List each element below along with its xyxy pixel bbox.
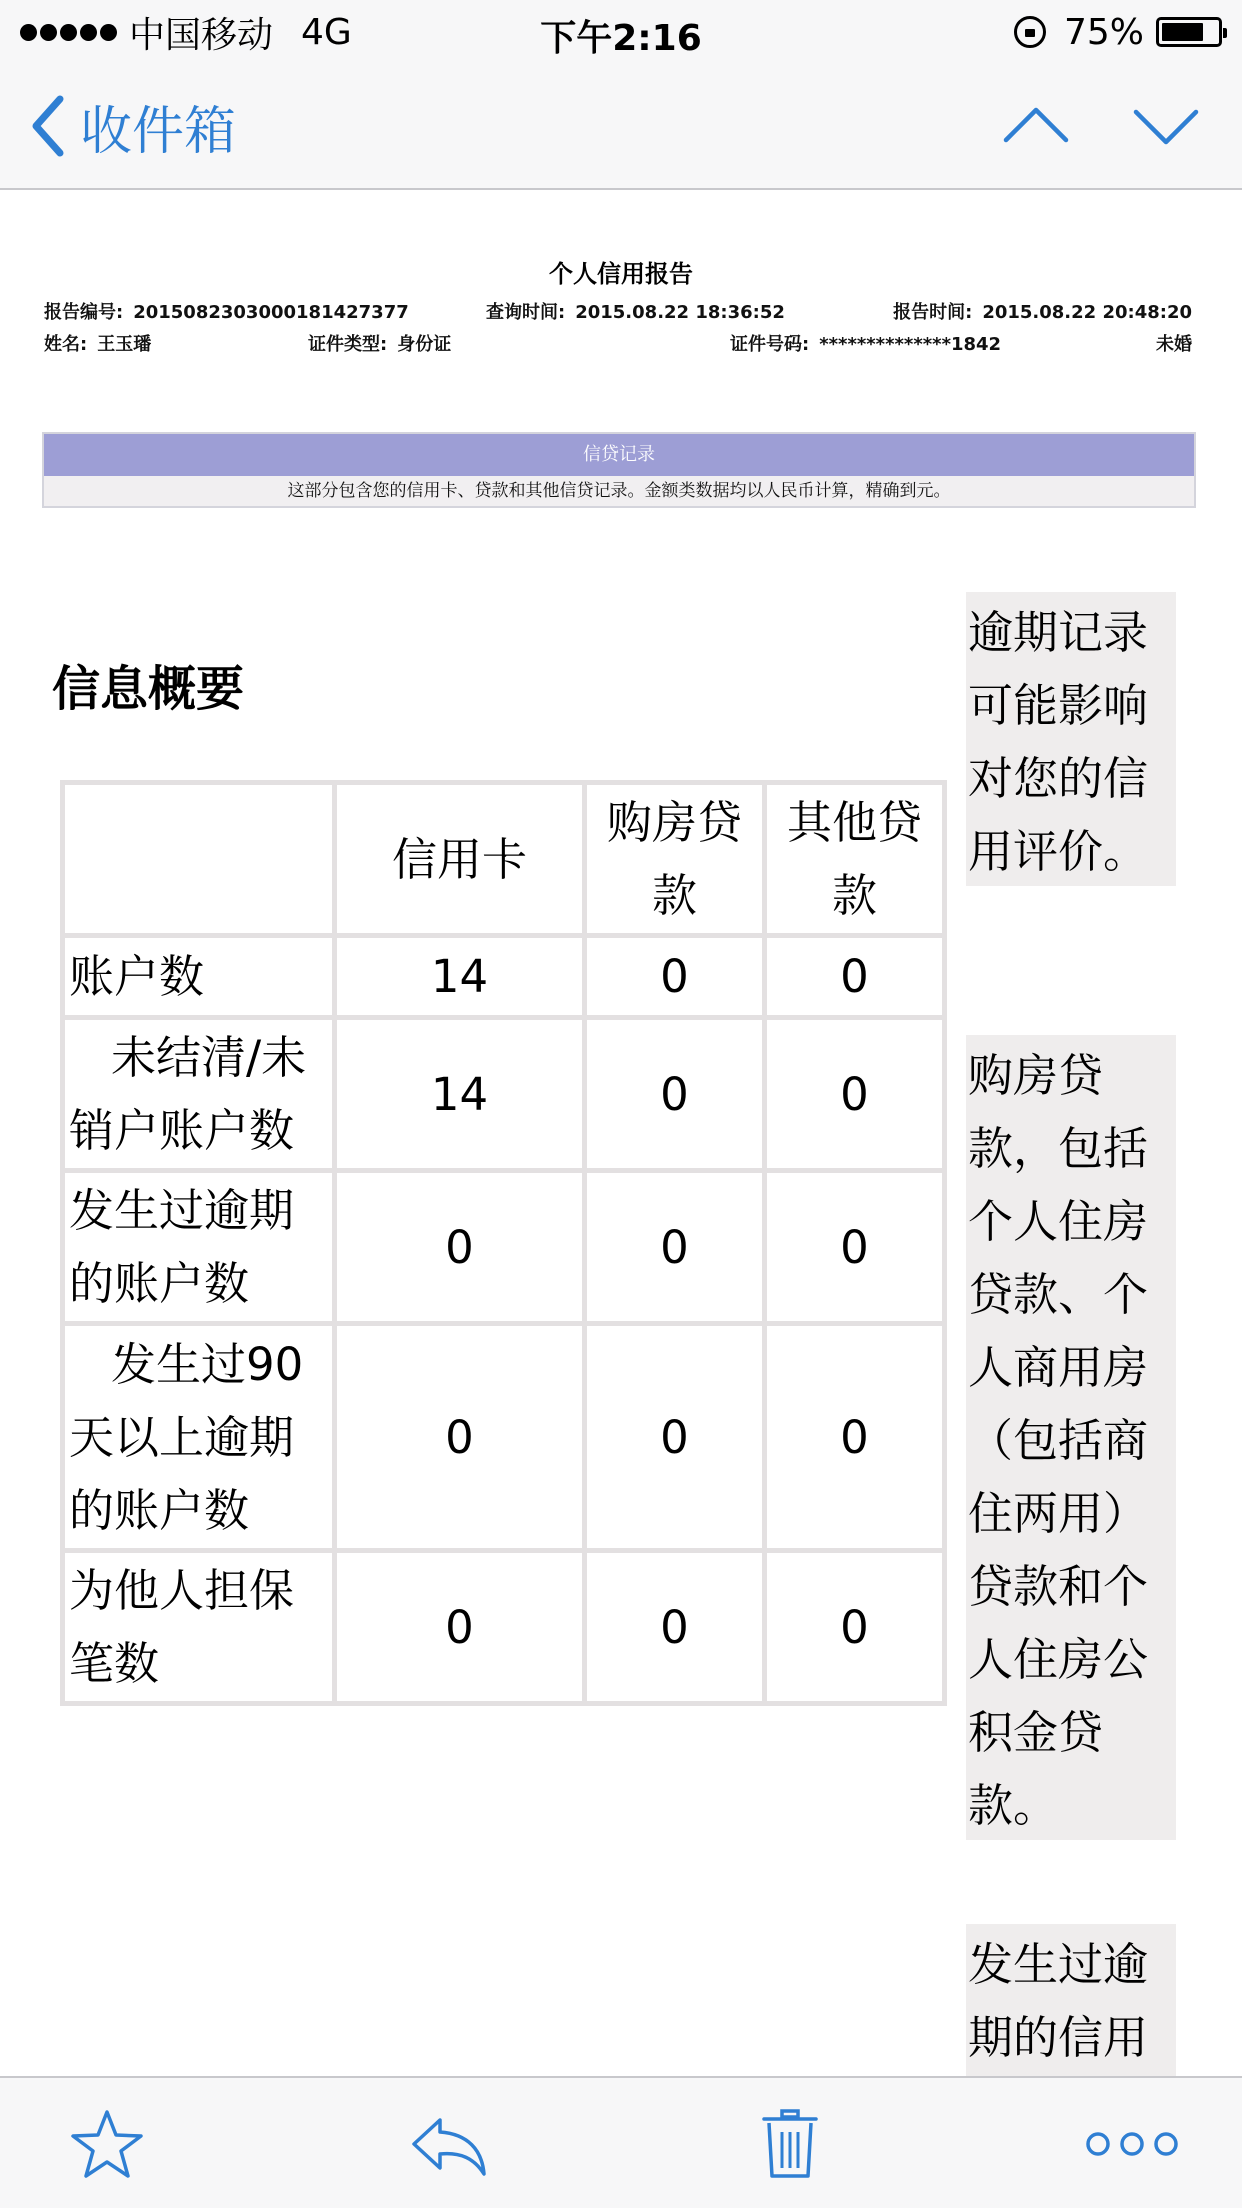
table-cell: 0 <box>767 1326 942 1548</box>
battery-percent: 75% <box>1063 11 1144 53</box>
table-cell: 0 <box>587 1326 762 1548</box>
more-icon[interactable] <box>1084 2108 1180 2180</box>
table-header-row <box>65 785 942 933</box>
credit-record-section <box>42 432 1196 508</box>
status-bar <box>0 0 1242 62</box>
table-cell: 0 <box>767 1173 942 1321</box>
report-number <box>44 298 409 324</box>
row-label-text: 发生过90天以上逾期的账户数 <box>69 1337 304 1537</box>
row-label-text: 未结清/未销户账户数 <box>69 1031 307 1157</box>
battery-level <box>1162 23 1203 41</box>
query-time-label: 查询时间: <box>486 302 566 323</box>
chevron-left-icon <box>30 95 66 157</box>
chevron-down-icon[interactable] <box>1130 96 1202 156</box>
chevron-up-icon[interactable] <box>1000 96 1072 156</box>
table-cell: 14 <box>337 1020 582 1168</box>
table-cell: 0 <box>587 1020 762 1168</box>
table-cell: 0 <box>767 1553 942 1701</box>
row-label <box>65 1020 332 1168</box>
person-name-label: 姓名: <box>44 334 88 355</box>
rotation-lock-icon <box>1014 16 1046 48</box>
row-label: 账户数 <box>65 938 332 1015</box>
bottom-toolbar <box>0 2076 1242 2208</box>
battery-icon <box>1156 17 1222 47</box>
table-header-cell: 信用卡 <box>337 785 582 933</box>
section-header: 信贷记录 <box>44 434 1194 476</box>
query-time-value: 2015.08.22 18:36:52 <box>575 302 785 323</box>
table-header-cell: 购房贷款 <box>587 785 762 933</box>
query-time <box>486 298 785 324</box>
table-cell: 0 <box>337 1553 582 1701</box>
message-nav-arrows <box>1000 96 1202 156</box>
row-label: 为他人担保笔数 <box>65 1553 332 1701</box>
report-number-label: 报告编号: <box>44 302 124 323</box>
report-number-value: 2015082303000181427377 <box>133 302 409 323</box>
id-type <box>308 330 451 356</box>
table-cell: 14 <box>337 938 582 1015</box>
back-to-inbox-button[interactable] <box>30 90 236 162</box>
report-time <box>893 298 1192 324</box>
id-number <box>730 330 1001 356</box>
network-type: 4G <box>301 11 352 53</box>
person-name <box>44 330 151 356</box>
summary-heading: 信息概要 <box>52 661 245 717</box>
summary-table <box>60 780 947 1706</box>
reply-icon[interactable] <box>408 2108 488 2180</box>
status-time: 下午2:16 <box>540 18 702 59</box>
table-cell: 0 <box>767 1020 942 1168</box>
table-row <box>65 1553 942 1701</box>
report-time-label: 报告时间: <box>893 302 973 323</box>
email-body[interactable] <box>0 192 1242 2076</box>
table-row <box>65 1326 942 1548</box>
overdue-note: 逾期记录可能影响对您的信用评价。 <box>966 592 1176 886</box>
table-header-cell: 其他贷款 <box>767 785 942 933</box>
table-cell: 0 <box>337 1326 582 1548</box>
id-type-value: 身份证 <box>397 334 452 355</box>
row-label: 发生过逾期的账户数 <box>65 1173 332 1321</box>
back-label: 收件箱 <box>80 101 237 162</box>
trash-icon[interactable] <box>760 2108 820 2180</box>
row-label <box>65 1326 332 1548</box>
id-type-label: 证件类型: <box>308 334 388 355</box>
status-right <box>1014 10 1222 54</box>
id-number-value: **************1842 <box>819 334 1002 355</box>
table-cell: 0 <box>767 938 942 1015</box>
carrier-name: 中国移动 <box>129 14 274 56</box>
table-cell: 0 <box>587 1553 762 1701</box>
person-name-value: 王玉璠 <box>97 334 152 355</box>
table-cell: 0 <box>587 1173 762 1321</box>
table-row <box>65 938 942 1015</box>
table-cell: 0 <box>337 1173 582 1321</box>
report-time-value: 2015.08.22 20:48:20 <box>982 302 1192 323</box>
navigation-bar <box>0 62 1242 190</box>
table-header-cell <box>65 785 332 933</box>
overdue-account-note: 发生过逾期的信用 <box>966 1924 1176 2076</box>
table-row <box>65 1173 942 1321</box>
marital-status: 未婚 <box>1156 334 1192 355</box>
id-number-label: 证件号码: <box>730 334 810 355</box>
mortgage-note: 购房贷款，包括个人住房贷款、个人商用房（包括商住两用）贷款和个人住房公积金贷款。 <box>966 1035 1176 1840</box>
report-title: 个人信用报告 <box>549 260 693 288</box>
table-row <box>65 1020 942 1168</box>
star-icon[interactable] <box>70 2108 144 2180</box>
section-description: 这部分包含您的信用卡、贷款和其他信贷记录。金额类数据均以人民币计算，精确到元。 <box>44 476 1194 506</box>
table-cell: 0 <box>587 938 762 1015</box>
